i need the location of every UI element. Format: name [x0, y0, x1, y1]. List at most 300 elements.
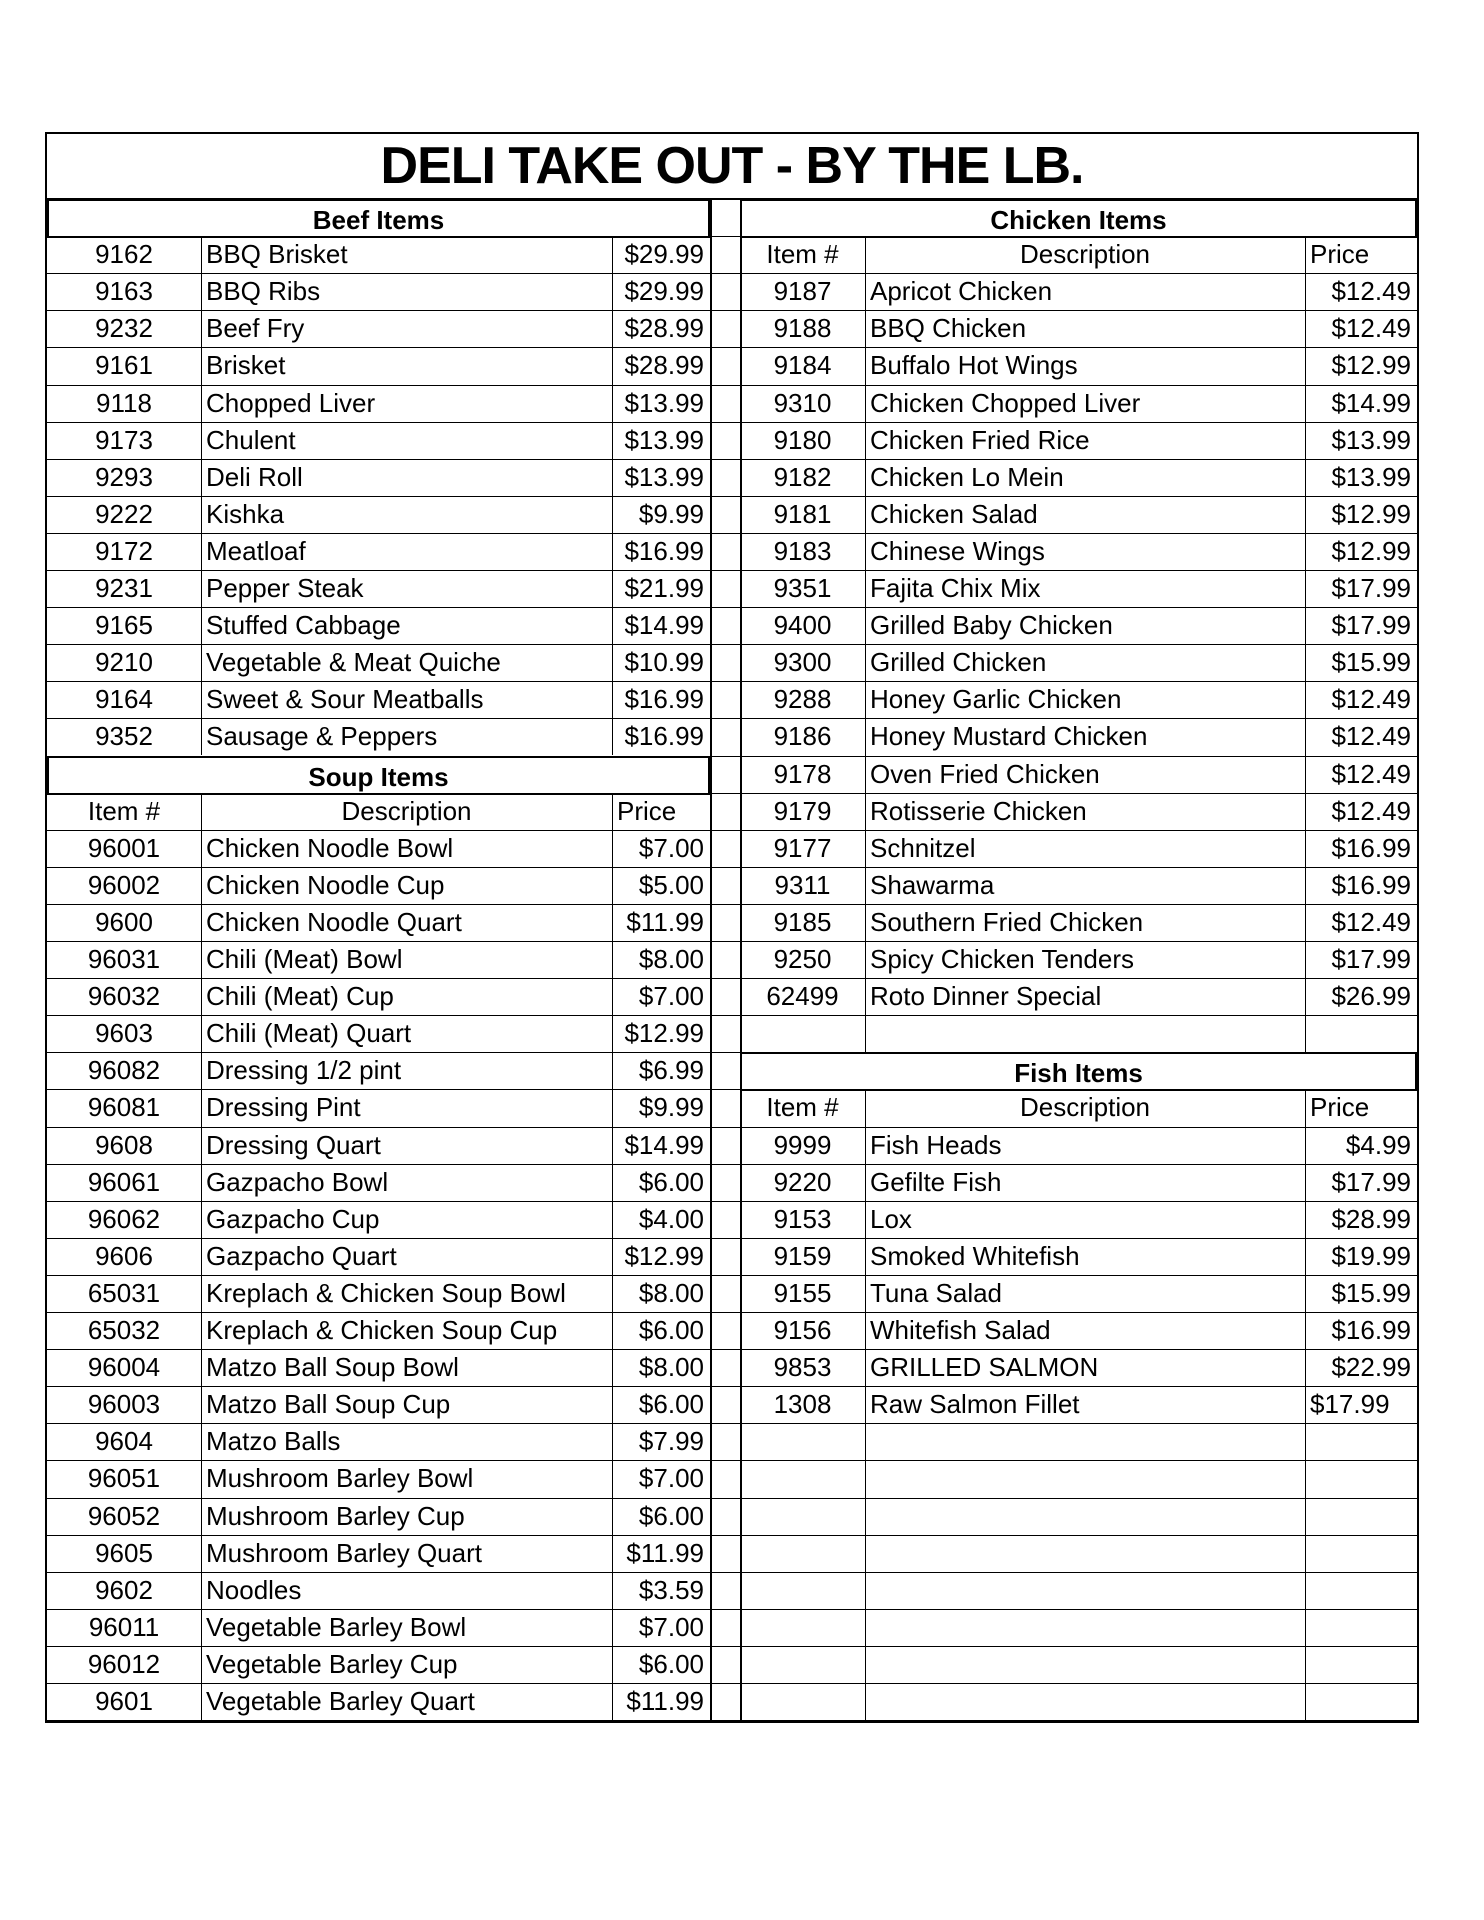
fish-price: $17.99	[1310, 1389, 1390, 1420]
soup-description: Dressing 1/2 pint	[206, 1055, 402, 1086]
row-divider	[710, 904, 740, 905]
row-divider	[740, 1609, 1417, 1610]
soup-item-number: 96001	[87, 832, 161, 863]
fish-item-number: 9155	[773, 1277, 832, 1308]
fish-section-header: Fish Items	[740, 1052, 1417, 1091]
fish-description: Smoked Whitefish	[870, 1240, 1080, 1271]
fish-item-number: 9853	[773, 1352, 832, 1383]
soup-description: Vegetable Barley Bowl	[206, 1611, 467, 1642]
beef-description: Stuffed Cabbage	[206, 610, 401, 641]
beef-price: $29.99	[624, 276, 704, 307]
soup-price: $9.99	[638, 1092, 704, 1123]
soup-item-number: 96003	[87, 1389, 161, 1420]
chicken-item-number: 9182	[773, 461, 832, 492]
chicken-item-number: 9185	[773, 906, 832, 937]
soup-item-number: 96052	[87, 1500, 161, 1531]
chicken-description: Buffalo Hot Wings	[870, 350, 1078, 381]
row-divider	[47, 1238, 710, 1239]
row-divider	[710, 1089, 740, 1090]
beef-description: Beef Fry	[206, 313, 305, 344]
chicken-item-number: 9188	[773, 313, 832, 344]
row-divider	[47, 347, 710, 348]
row-divider	[740, 459, 1417, 460]
row-divider	[47, 422, 710, 423]
row-divider	[47, 941, 710, 942]
soup-description: Vegetable Barley Quart	[206, 1686, 475, 1716]
row-divider	[740, 1238, 1417, 1239]
row-divider	[47, 1646, 710, 1647]
column-divider	[1305, 236, 1306, 1052]
chicken-description: Rotisserie Chicken	[870, 795, 1087, 826]
beef-price: $9.99	[638, 498, 704, 529]
row-divider	[710, 1312, 740, 1313]
chicken-price: $12.49	[1331, 906, 1411, 937]
row-divider	[740, 681, 1417, 682]
soup-description: Gazpacho Bowl	[206, 1166, 389, 1197]
soup-item-number: 65032	[87, 1315, 161, 1345]
chicken-description: Apricot Chicken	[870, 276, 1053, 307]
soup-item-number: 9602	[95, 1574, 153, 1605]
row-divider	[740, 607, 1417, 608]
soup-price: $6.00	[638, 1166, 704, 1197]
beef-item-number: 9118	[96, 387, 152, 418]
row-divider	[710, 681, 740, 682]
row-divider	[710, 1164, 740, 1165]
soup-price: $7.00	[638, 1463, 704, 1494]
row-divider	[47, 310, 710, 311]
soup-price: $7.00	[638, 1611, 704, 1642]
column-divider	[865, 236, 866, 1052]
chicken-description: Grilled Baby Chicken	[870, 610, 1113, 641]
soup-item-number: 9601	[95, 1686, 153, 1716]
row-divider	[47, 459, 710, 460]
row-divider	[710, 1460, 740, 1461]
beef-description: Chopped Liver	[206, 387, 376, 418]
chicken-description: Schnitzel	[870, 832, 976, 863]
chicken-price: $17.99	[1331, 944, 1411, 974]
row-divider	[710, 1609, 740, 1610]
soup-item-number: 9606	[95, 1240, 153, 1271]
soup-col-price: Price	[617, 795, 677, 826]
fish-price: $16.99	[1331, 1315, 1411, 1345]
column-divider	[201, 236, 202, 755]
row-divider	[710, 1127, 740, 1128]
chicken-price: $12.49	[1331, 684, 1411, 715]
row-divider	[740, 1164, 1417, 1165]
chicken-item-number: 9177	[773, 832, 832, 863]
row-divider	[740, 1460, 1417, 1461]
row-divider	[710, 941, 740, 942]
chicken-item-number: 62499	[766, 981, 839, 1012]
row-divider	[710, 718, 740, 719]
row-divider	[740, 1089, 1417, 1091]
row-divider	[47, 1609, 710, 1610]
row-divider	[710, 644, 740, 645]
beef-item-number: 9161	[95, 350, 153, 381]
fish-description: Raw Salmon Fillet	[870, 1389, 1080, 1420]
beef-price: $16.99	[624, 721, 704, 752]
chicken-item-number: 9180	[773, 424, 832, 455]
soup-col-description: Description	[341, 795, 472, 826]
row-divider	[47, 1201, 710, 1202]
soup-item-number: 9605	[95, 1537, 153, 1568]
row-divider	[740, 273, 1417, 274]
row-divider	[47, 1386, 710, 1387]
row-divider	[710, 273, 740, 274]
chicken-col-item: Item #	[766, 239, 839, 270]
row-divider	[47, 496, 710, 497]
column-divider	[612, 236, 613, 755]
row-divider	[47, 756, 710, 758]
beef-description: Kishka	[206, 498, 285, 529]
chicken-item-number: 9311	[774, 869, 831, 900]
row-divider	[740, 904, 1417, 905]
soup-price: $11.99	[626, 906, 704, 937]
row-divider	[47, 867, 710, 868]
beef-item-number: 9172	[95, 535, 153, 566]
beef-price: $16.99	[624, 535, 704, 566]
row-divider	[740, 1127, 1417, 1128]
beef-description: Sausage & Peppers	[206, 721, 438, 752]
chicken-price: $12.49	[1331, 795, 1411, 826]
beef-description: Deli Roll	[206, 461, 303, 492]
soup-price: $7.00	[638, 981, 704, 1012]
row-divider	[740, 1572, 1417, 1573]
soup-item-number: 96012	[87, 1648, 161, 1679]
chicken-item-number: 9300	[773, 647, 832, 678]
soup-item-number: 65031	[87, 1277, 161, 1308]
soup-price: $12.99	[624, 1018, 704, 1049]
column-divider	[1305, 1089, 1306, 1720]
chicken-item-number: 9288	[773, 684, 832, 715]
row-divider	[740, 310, 1417, 311]
row-divider	[740, 1349, 1417, 1350]
column-divider	[710, 199, 712, 1720]
row-divider	[47, 978, 710, 979]
row-divider	[47, 385, 710, 386]
row-divider	[710, 830, 740, 831]
beef-price: $21.99	[624, 573, 704, 603]
fish-price: $4.99	[1345, 1129, 1411, 1160]
chicken-price: $17.99	[1331, 610, 1411, 641]
row-divider	[710, 1238, 740, 1239]
fish-description: Whitefish Salad	[870, 1315, 1051, 1345]
row-divider	[47, 644, 710, 645]
row-divider	[740, 941, 1417, 942]
soup-description: Chicken Noodle Bowl	[206, 832, 454, 863]
fish-item-number: 1308	[773, 1389, 832, 1420]
soup-item-number: 9603	[95, 1018, 153, 1049]
chicken-description: Honey Mustard Chicken	[870, 721, 1148, 752]
row-divider	[47, 1498, 710, 1499]
chicken-item-number: 9179	[773, 795, 832, 826]
beef-section-header: Beef Items	[47, 199, 710, 238]
beef-price: $28.99	[624, 313, 704, 344]
soup-item-number: 9608	[95, 1129, 153, 1160]
beef-item-number: 9222	[95, 498, 153, 529]
row-divider	[47, 681, 710, 682]
row-divider	[740, 644, 1417, 645]
row-divider	[740, 978, 1417, 979]
row-divider	[740, 1423, 1417, 1424]
beef-description: BBQ Ribs	[206, 276, 321, 307]
chicken-item-number: 9187	[773, 276, 832, 307]
fish-col-price: Price	[1310, 1092, 1370, 1123]
soup-price: $5.00	[638, 869, 704, 900]
beef-item-number: 9173	[95, 424, 153, 455]
row-divider	[47, 570, 710, 571]
chicken-description: Oven Fried Chicken	[870, 758, 1100, 789]
soup-price: $6.00	[638, 1648, 704, 1679]
row-divider	[740, 1535, 1417, 1536]
chicken-price: $12.99	[1331, 535, 1411, 566]
soup-description: Dressing Quart	[206, 1129, 381, 1160]
fish-price: $17.99	[1331, 1166, 1411, 1197]
chicken-price: $12.49	[1331, 313, 1411, 344]
row-divider	[710, 310, 740, 311]
beef-price: $10.99	[624, 647, 704, 678]
soup-col-item: Item #	[87, 795, 161, 826]
beef-price: $13.99	[624, 387, 704, 418]
soup-item-number: 96002	[87, 869, 161, 900]
row-divider	[710, 1349, 740, 1350]
chicken-price: $12.99	[1331, 498, 1411, 529]
soup-item-number: 9604	[95, 1426, 153, 1457]
fish-description: Gefilte Fish	[870, 1166, 1002, 1197]
row-divider	[710, 1201, 740, 1202]
row-divider	[710, 422, 740, 423]
row-divider	[710, 1052, 740, 1053]
row-divider	[710, 1275, 740, 1276]
chicken-price: $26.99	[1331, 981, 1411, 1012]
chicken-price: $12.49	[1331, 758, 1411, 789]
chicken-col-description: Description	[1019, 239, 1151, 270]
row-divider	[47, 1015, 710, 1016]
chicken-item-number: 9178	[773, 758, 832, 789]
chicken-description: Southern Fried Chicken	[870, 906, 1144, 937]
fish-item-number: 9156	[773, 1315, 832, 1345]
row-divider	[47, 236, 710, 237]
column-divider	[201, 793, 202, 1721]
chicken-item-number: 9400	[773, 610, 832, 641]
beef-price: $16.99	[624, 684, 704, 715]
soup-section-header: Soup Items	[47, 756, 710, 795]
soup-item-number: 96082	[87, 1055, 161, 1086]
soup-description: Gazpacho Cup	[206, 1203, 380, 1234]
row-divider	[740, 1683, 1417, 1684]
row-divider	[47, 1127, 710, 1128]
beef-description: BBQ Brisket	[206, 239, 348, 270]
row-divider	[710, 1720, 740, 1721]
beef-description: Chulent	[206, 424, 296, 455]
chicken-description: Roto Dinner Special	[870, 981, 1102, 1012]
row-divider	[710, 496, 740, 497]
row-divider	[740, 1275, 1417, 1276]
row-divider	[710, 1535, 740, 1536]
row-divider	[710, 793, 740, 794]
soup-price: $8.00	[638, 944, 704, 974]
fish-description: GRILLED SALMON	[870, 1352, 1099, 1383]
beef-description: Pepper Steak	[206, 573, 364, 603]
chicken-item-number: 9186	[773, 721, 832, 752]
chicken-price: $15.99	[1331, 647, 1411, 678]
chicken-price: $12.49	[1331, 276, 1411, 307]
row-divider	[47, 1460, 710, 1461]
soup-item-number: 96051	[87, 1463, 161, 1494]
row-divider	[710, 607, 740, 608]
soup-price: $14.99	[624, 1129, 704, 1160]
chicken-price: $17.99	[1331, 573, 1411, 603]
row-divider	[47, 1089, 710, 1090]
row-divider	[47, 793, 710, 795]
chicken-section-header: Chicken Items	[740, 199, 1417, 238]
soup-description: Chicken Noodle Cup	[206, 869, 445, 900]
row-divider	[740, 1015, 1417, 1016]
row-divider	[740, 533, 1417, 534]
fish-item-number: 9153	[773, 1203, 832, 1234]
soup-price: $3.59	[638, 1574, 704, 1605]
row-divider	[740, 793, 1417, 794]
soup-price: $8.00	[638, 1277, 704, 1308]
beef-item-number: 9162	[95, 239, 153, 270]
soup-price: $6.00	[638, 1315, 704, 1345]
row-divider	[710, 1572, 740, 1573]
beef-price: $29.99	[624, 239, 704, 270]
soup-item-number: 96081	[87, 1092, 161, 1123]
soup-price: $6.99	[638, 1055, 704, 1086]
row-divider	[740, 1386, 1417, 1387]
soup-item-number: 96031	[87, 944, 161, 974]
row-divider	[740, 1201, 1417, 1202]
soup-description: Mushroom Barley Bowl	[206, 1463, 474, 1494]
row-divider	[710, 756, 740, 757]
soup-price: $12.99	[624, 1240, 704, 1271]
column-divider	[865, 1089, 866, 1720]
row-divider	[740, 867, 1417, 868]
beef-description: Brisket	[206, 350, 286, 381]
fish-col-description: Description	[1019, 1092, 1151, 1123]
row-divider	[47, 1683, 710, 1684]
row-divider	[47, 1572, 710, 1573]
soup-description: Mushroom Barley Quart	[206, 1537, 482, 1568]
soup-price: $4.00	[638, 1203, 704, 1234]
price-sheet	[45, 132, 1419, 1723]
column-divider	[612, 793, 613, 1721]
row-divider	[740, 756, 1417, 757]
chicken-description: Fajita Chix Mix	[870, 573, 1041, 603]
row-divider	[47, 1312, 710, 1313]
row-divider	[47, 1349, 710, 1350]
soup-item-number: 96061	[87, 1166, 161, 1197]
soup-description: Kreplach & Chicken Soup Bowl	[206, 1277, 566, 1308]
beef-price: $14.99	[624, 610, 704, 641]
beef-item-number: 9231	[95, 573, 153, 603]
chicken-item-number: 9184	[773, 350, 832, 381]
row-divider	[47, 1164, 710, 1165]
row-divider	[740, 385, 1417, 386]
row-divider	[710, 867, 740, 868]
chicken-description: Chicken Fried Rice	[870, 424, 1090, 455]
chicken-item-number: 9250	[773, 944, 832, 974]
row-divider	[740, 422, 1417, 423]
row-divider	[740, 570, 1417, 571]
soup-item-number: 9600	[95, 906, 153, 937]
chicken-item-number: 9351	[773, 573, 832, 603]
row-divider	[710, 1015, 740, 1016]
fish-price: $22.99	[1331, 1352, 1411, 1383]
row-divider	[710, 570, 740, 571]
chicken-description: Shawarma	[870, 869, 995, 900]
soup-item-number: 96004	[87, 1352, 161, 1383]
beef-price: $13.99	[624, 461, 704, 492]
row-divider	[710, 1423, 740, 1424]
soup-price: $7.99	[638, 1426, 704, 1457]
fish-price: $15.99	[1331, 1277, 1411, 1308]
chicken-item-number: 9310	[773, 387, 832, 418]
soup-price: $7.00	[638, 832, 704, 863]
row-divider	[740, 1498, 1417, 1499]
chicken-description: Chicken Chopped Liver	[870, 387, 1141, 418]
row-divider	[47, 830, 710, 831]
soup-description: Chili (Meat) Quart	[206, 1018, 412, 1049]
row-divider	[710, 1498, 740, 1499]
beef-item-number: 9165	[95, 610, 153, 641]
row-divider	[47, 1535, 710, 1536]
row-divider	[47, 607, 710, 608]
soup-description: Matzo Balls	[206, 1426, 341, 1457]
row-divider	[710, 1386, 740, 1387]
chicken-item-number: 9183	[773, 535, 832, 566]
row-divider	[47, 1720, 710, 1721]
chicken-description: Chinese Wings	[870, 535, 1045, 566]
soup-price: $8.00	[638, 1352, 704, 1383]
chicken-item-number: 9181	[773, 498, 832, 529]
row-divider	[47, 1275, 710, 1276]
row-divider	[740, 496, 1417, 497]
chicken-price: $12.99	[1331, 350, 1411, 381]
chicken-description: Grilled Chicken	[870, 647, 1047, 678]
column-divider	[740, 199, 742, 1720]
page-title: DELI TAKE OUT - BY THE LB.	[380, 137, 1084, 195]
beef-item-number: 9293	[95, 461, 153, 492]
soup-item-number: 96032	[87, 981, 161, 1012]
beef-item-number: 9210	[95, 647, 153, 678]
row-divider	[740, 830, 1417, 831]
soup-item-number: 96062	[87, 1203, 161, 1234]
soup-price: $11.99	[626, 1686, 704, 1716]
chicken-price: $12.49	[1331, 721, 1411, 752]
row-divider	[710, 533, 740, 534]
fish-item-number: 9999	[773, 1129, 832, 1160]
row-divider	[710, 459, 740, 460]
fish-col-item: Item #	[766, 1092, 839, 1123]
row-divider	[740, 1646, 1417, 1647]
chicken-price: $16.99	[1331, 832, 1411, 863]
beef-item-number: 9164	[95, 684, 153, 715]
soup-description: Chicken Noodle Quart	[206, 906, 462, 937]
fish-item-number: 9159	[773, 1240, 832, 1271]
row-divider	[47, 1052, 710, 1053]
soup-description: Matzo Ball Soup Bowl	[206, 1352, 459, 1383]
row-divider	[710, 978, 740, 979]
fish-description: Fish Heads	[870, 1129, 1002, 1160]
soup-description: Dressing Pint	[206, 1092, 361, 1123]
fish-item-number: 9220	[773, 1166, 832, 1197]
row-divider	[740, 1312, 1417, 1313]
row-divider	[47, 273, 710, 274]
row-divider	[740, 347, 1417, 348]
row-divider	[740, 1720, 1417, 1721]
